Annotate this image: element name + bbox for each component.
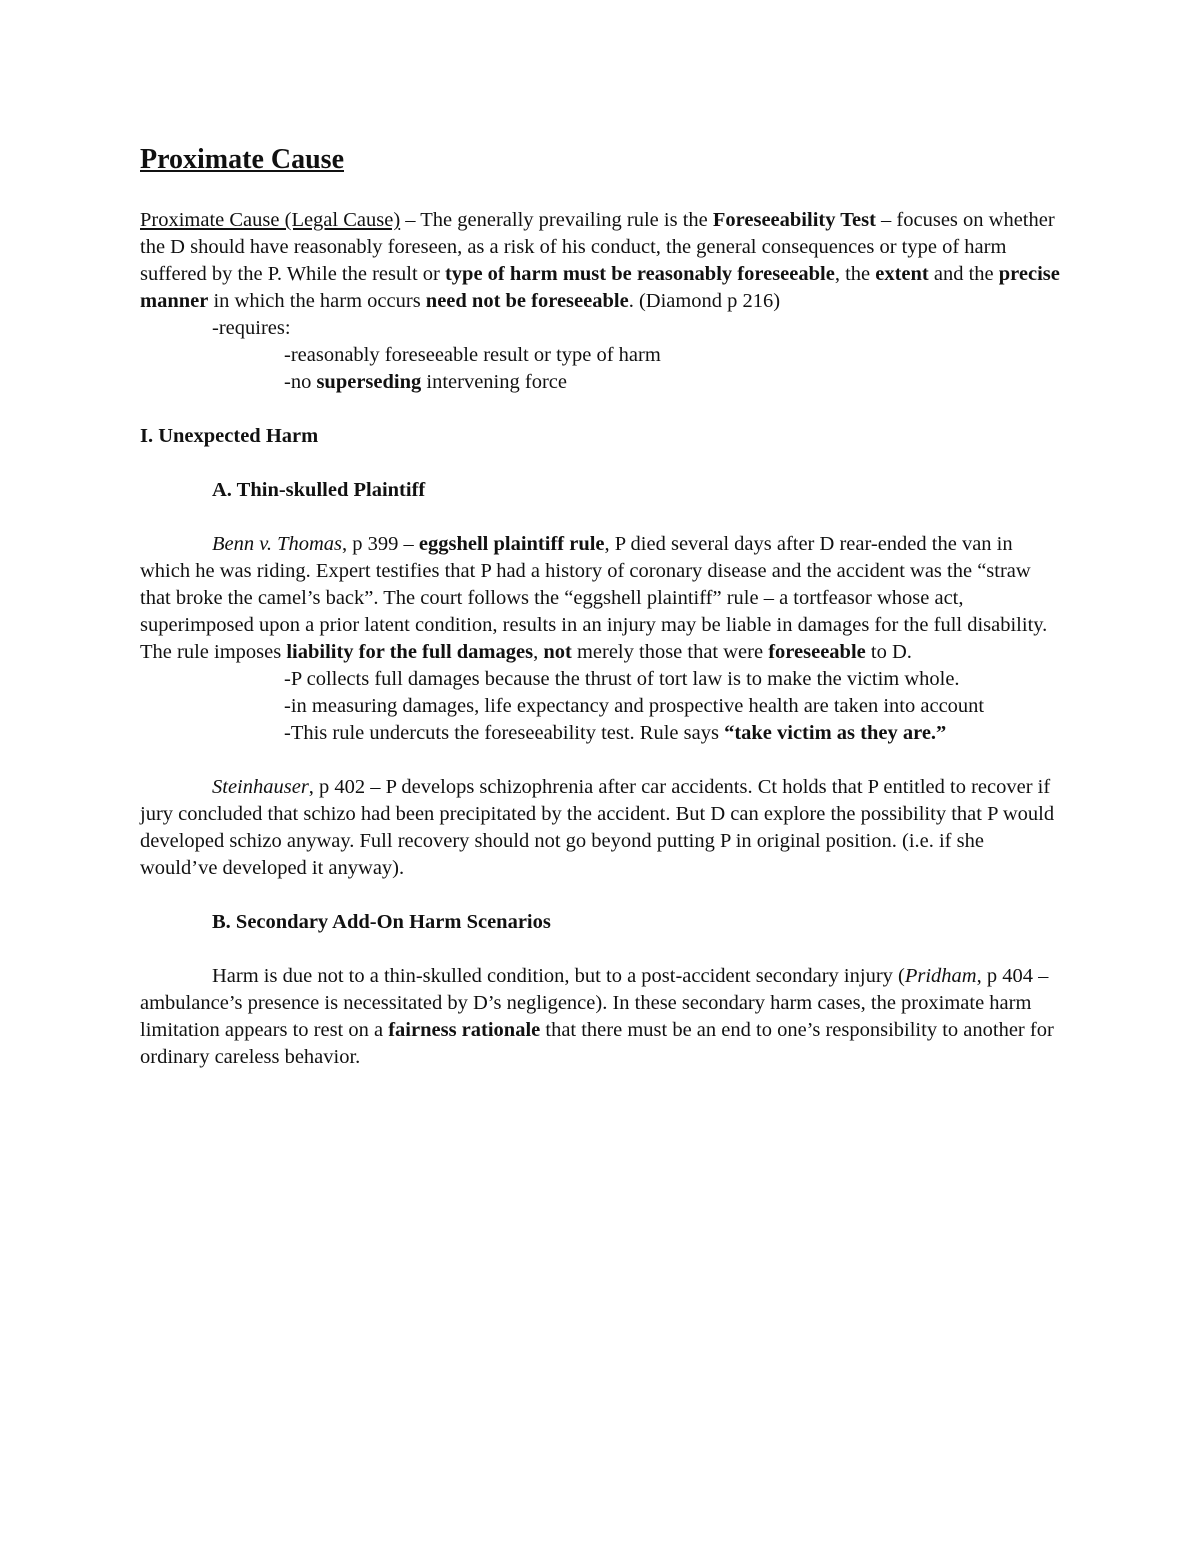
case-bold: not (543, 641, 572, 663)
case-text: , p 399 – (342, 533, 419, 555)
case-text: to D. (865, 641, 912, 663)
intro-bold: precise manner (140, 263, 1060, 312)
bullet-bold: “take victim as they are.” (724, 722, 947, 744)
case-paragraph-benn (140, 531, 1060, 666)
intro-text: . (Diamond p 216) (628, 290, 781, 312)
intro-text: and the (928, 263, 999, 285)
subsection-heading: A. Thin-skulled Plaintiff (212, 479, 426, 501)
document-body (140, 140, 1060, 1071)
intro-paragraph (140, 207, 1060, 315)
intro-bold: need not be foreseeable (425, 290, 629, 312)
intro-text: in which the harm occurs (208, 290, 426, 312)
page-title: Proximate Cause (140, 144, 344, 175)
case-text: , (533, 641, 544, 663)
intro-text: , the (834, 263, 876, 285)
para-text: that there must be an end to one’s responsibility to another for ordinary careless behavior. (140, 1019, 1054, 1068)
bullet-item (140, 720, 1060, 747)
case-text: , p 402 – P develops schizophrenia after car accidents. Ct holds that P entitled to recover if jury concluded that schizo had been precipitated by the accident. But D can explore the possibility that P would developed schizo anyway. Full recovery should not go beyond putting P in original position. (i.e. if she would’ve developed it anyway). (140, 776, 1055, 879)
case-name: Pridham (904, 965, 977, 987)
intro-bold: type of harm must be reasonably foreseeable (444, 263, 835, 285)
secondary-harm-paragraph (140, 963, 1060, 1071)
case-bold: eggshell plaintiff rule (418, 533, 605, 555)
case-name: Steinhauser (212, 776, 309, 798)
requires-bold: superseding (316, 371, 422, 393)
requires-text: -no (284, 371, 317, 393)
bullet-item: -P collects full damages because the thrust of tort law is to make the victim whole. (284, 668, 960, 690)
case-bold: liability for the full damages (286, 641, 534, 663)
para-text: , p 404 – ambulance’s presence is necessitated by D’s negligence). In these secondary harm cases, the proximate harm limitation appears to rest on a (140, 965, 1049, 1041)
requires-text: intervening force (421, 371, 567, 393)
para-bold: fairness rationale (388, 1019, 541, 1041)
intro-text: – focuses on whether the D should have reasonably foreseen, as a risk of his conduct, the general consequences or type of harm suffered by the P. While the result or (140, 209, 1055, 285)
para-text: Harm is due not to a thin-skulled condition, but to a post-accident secondary injury ( (212, 965, 905, 987)
requires-item (140, 369, 1060, 396)
case-text: , P died several days after D rear-ended the van in which he was riding. Expert testifies that P had a history of coronary disease and the accident was the “straw that broke the camel’s back”. The court follows the “eggshell plaintiff” rule – a tortfeasor whose act, superimposed upon a prior latent condition, results in an injury may be liable in damages for the full disability. The rule imposes (140, 533, 1048, 663)
bullet-text: -This rule undercuts the foreseeability test. Rule says (284, 722, 725, 744)
intro-term: Proximate Cause (Legal Cause) (140, 209, 401, 231)
case-paragraph-steinhauser (140, 774, 1060, 882)
section-heading: I. Unexpected Harm (140, 425, 319, 447)
intro-bold: extent (875, 263, 929, 285)
subsection-heading: B. Secondary Add-On Harm Scenarios (212, 911, 551, 933)
case-bold: foreseeable (768, 641, 866, 663)
requires-item: -reasonably foreseeable result or type of harm (284, 344, 661, 366)
requires-label: -requires: (212, 317, 291, 339)
case-text: merely those that were (571, 641, 769, 663)
intro-bold: Foreseeability Test (712, 209, 876, 231)
intro-text: – The generally prevailing rule is the (400, 209, 713, 231)
bullet-item: -in measuring damages, life expectancy and prospective health are taken into account (284, 695, 985, 717)
case-name: Benn v. Thomas (212, 533, 343, 555)
